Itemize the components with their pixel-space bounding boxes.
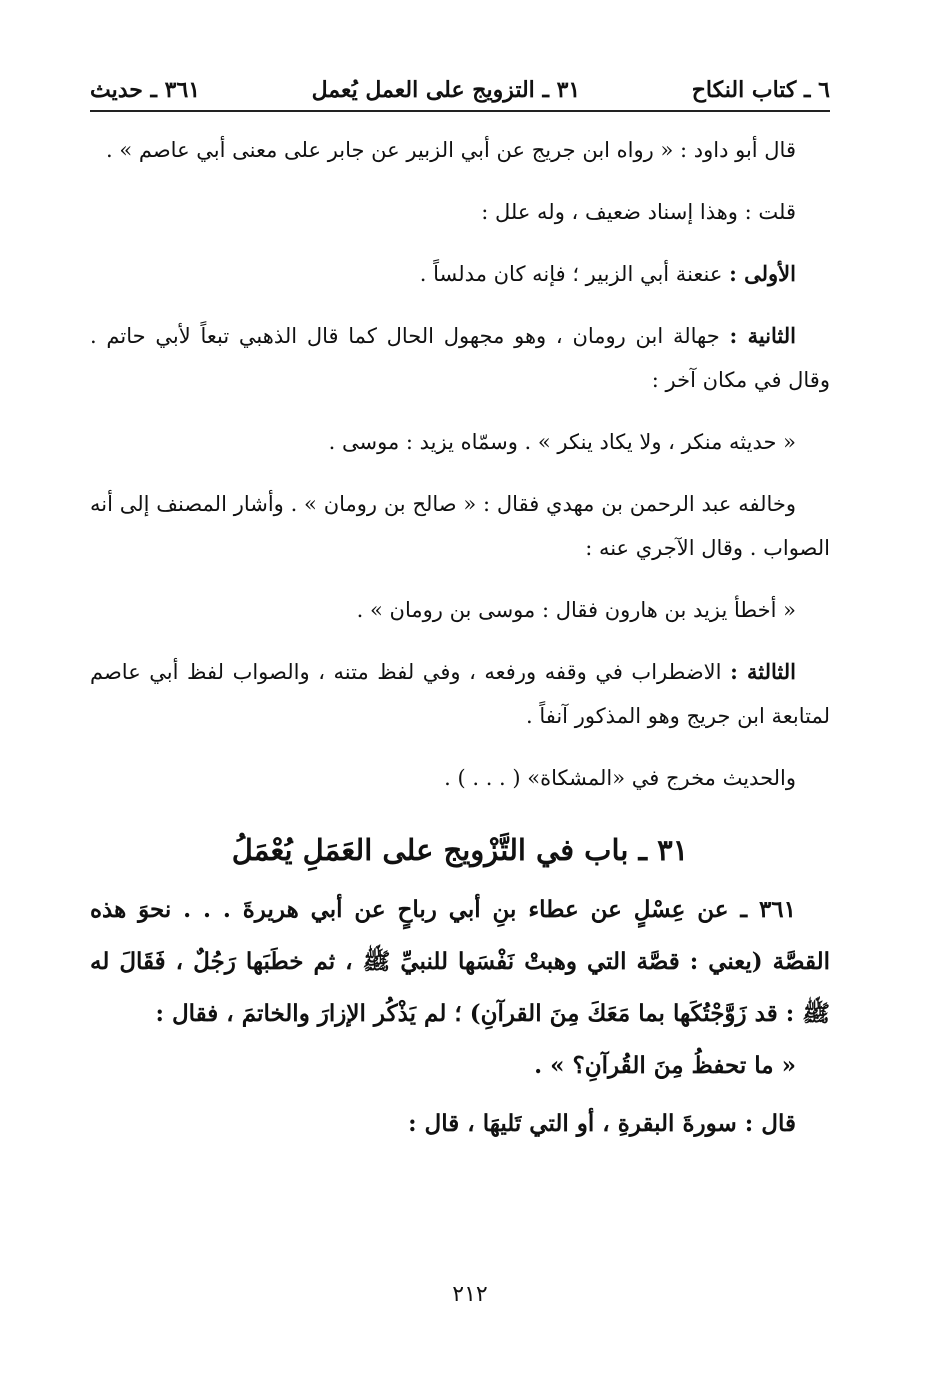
paragraph-lead: الأولى : — [729, 261, 796, 286]
hadith-text: ٣٦١ ـ عن عِسْلٍ عن عطاء بنِ أبي رباحٍ عن أبي هريرةَ . . . نحوَ هذه القصَّة (يعني : قصَّة التي وهبتْ نَفْسَها للنبيِّ ﷺ ، ثم خطَبَها رَجُلٌ ، فَقَالَ له ﷺ : قد زَوَّجْتُكَها بما مَعَكَ مِنَ القرآنِ) ؛ لم يَذْكُر الإزارَ والخاتمَ ، فقال : — [90, 896, 830, 1027]
paragraph-abu-dawud — [90, 128, 830, 172]
chapter-heading: ٣١ ـ باب في التَّزْويج على العَمَلِ يُعْمَلُ — [231, 833, 689, 867]
hadith-question: « ما تحفظُ مِنَ القُرآنِ؟ » . — [534, 1052, 796, 1079]
paragraph-text: جهالة ابن رومان ، وهو مجهول الحال كما قال الذهبي تبعاً لأبي حاتم . وقال في مكان آخر : — [90, 324, 830, 392]
paragraph-lead: الثانية : — [729, 323, 796, 348]
running-header — [90, 70, 830, 112]
header-chapter-title: ٣١ ـ التزويج على العمل يُعمل — [311, 77, 581, 103]
paragraph-isnad-weak — [90, 190, 830, 234]
page-body — [90, 128, 830, 1150]
paragraph-text: « أخطأ يزيد بن هارون فقال : موسى بن رومان » . — [356, 598, 796, 622]
header-hadith-number: ٣٦١ ـ حديث — [90, 77, 201, 103]
paragraph-text: عنعنة أبي الزبير ؛ فإنه كان مدلساً . — [419, 262, 730, 286]
paragraph-text: « حديثه منكر ، ولا يكاد ينكر » . وسمّاه يزيد : موسى . — [328, 430, 796, 454]
paragraph-quote-yazid — [90, 588, 830, 632]
paragraph-lead: الثالثة : — [730, 659, 796, 684]
hadith-answer: قال : سورةَ البقرةِ ، أو التي تَليهَا ، قال : — [408, 1110, 796, 1137]
paragraph-first-defect — [90, 252, 830, 296]
paragraph-text: والحديث مخرج في «المشكاة» ( . . . ) . — [444, 766, 796, 790]
paragraph-text: قلت : وهذا إسناد ضعيف ، وله علل : — [481, 200, 796, 224]
paragraph-second-defect — [90, 314, 830, 402]
paragraph-third-defect — [90, 650, 830, 738]
page-number: ٢١٢ — [452, 1282, 488, 1307]
paragraph-text: الاضطراب في وقفه ورفعه ، وفي لفظ متنه ، والصواب لفظ أبي عاصم لمتابعة ابن جريج وهو المذكور آنفاً . — [90, 660, 830, 728]
paragraph-quote-munkar — [90, 420, 830, 464]
paragraph-ibn-mahdi — [90, 482, 830, 570]
header-book-title: ٦ ـ كتاب النكاح — [691, 77, 830, 103]
paragraph-mishkat — [90, 756, 830, 800]
paragraph-text: وخالفه عبد الرحمن بن مهدي فقال : « صالح بن رومان » . وأشار المصنف إلى أنه الصواب . وقال الآجري عنه : — [90, 492, 830, 560]
paragraph-text: قال أبو داود : « رواه ابن جريج عن أبي الزبير عن جابر على معنى أبي عاصم » . — [106, 138, 796, 162]
